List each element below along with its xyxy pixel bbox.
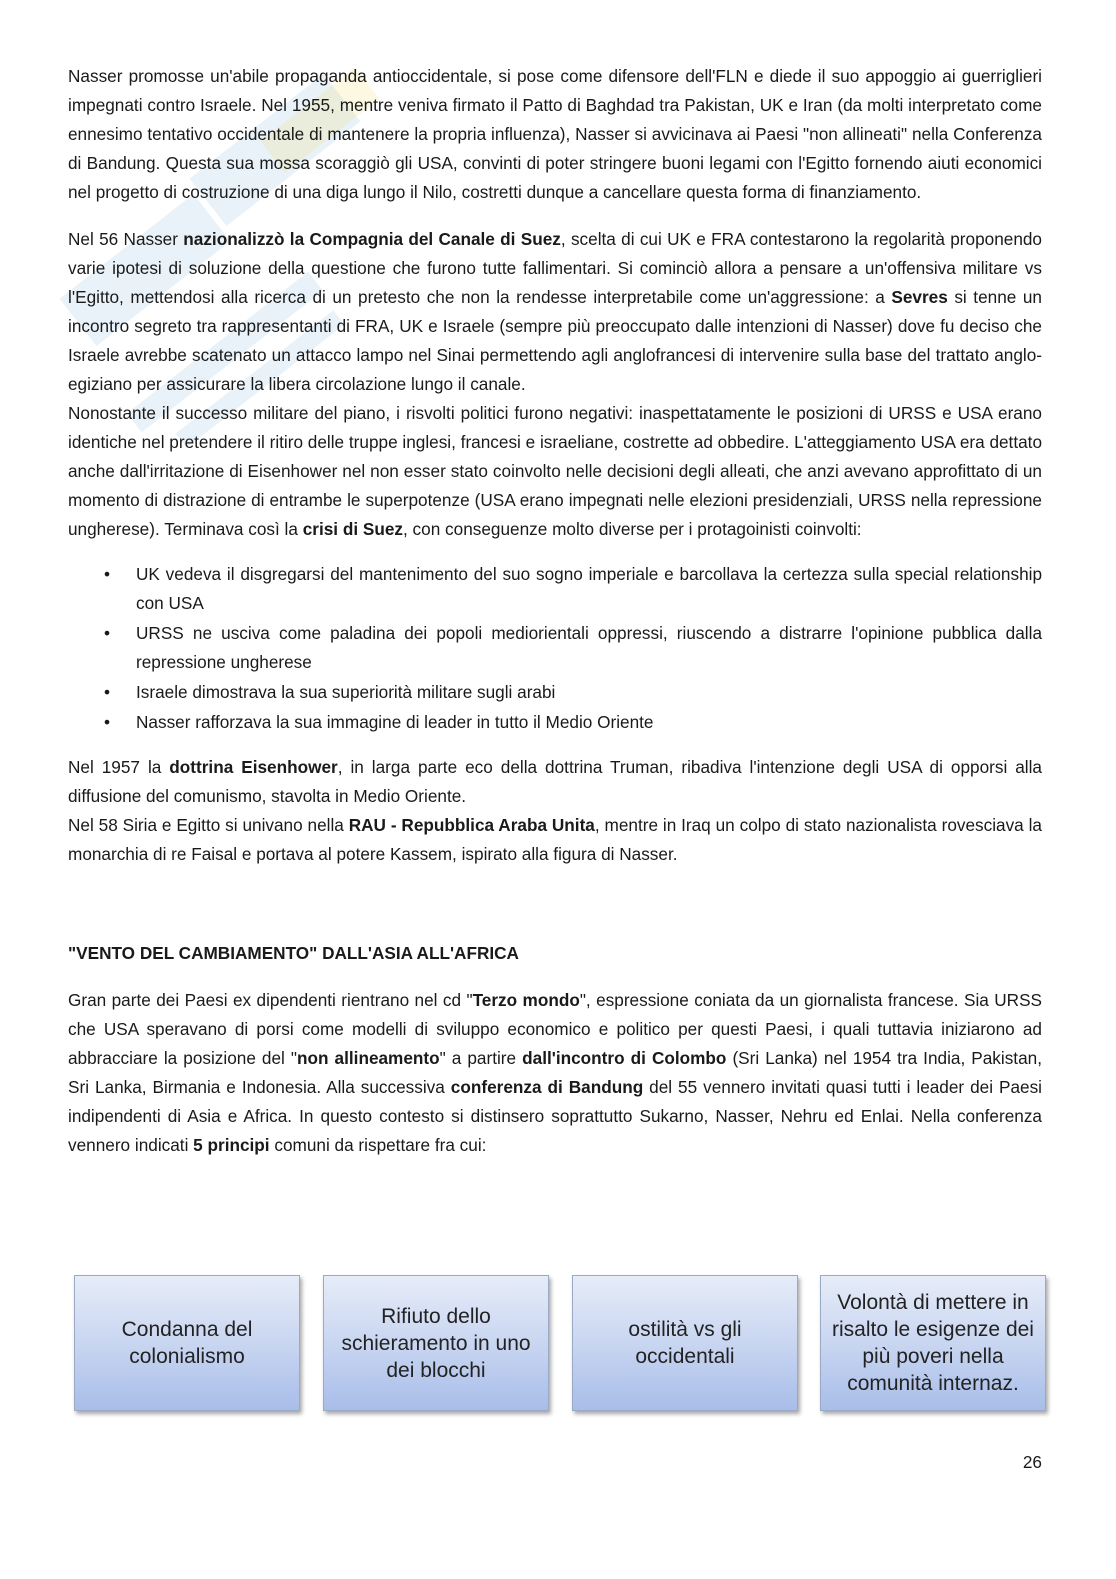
- list-item: • Israele dimostrava la sua superiorità militare sugli arabi: [136, 678, 1042, 707]
- main-text: [68, 62, 1042, 1160]
- text-run: del 55 vennero invitati quasi tutti i leader dei Paesi indipendenti di Asia e Africa. In questo contesto si distinsero soprattutto Sukarno, Nasser, Nehru ed Enlai. Nella conferenza vennero indicati: [68, 1077, 1042, 1155]
- text-run: ", espressione coniata da un giornalista francese. Sia URSS che USA speravano di porsi come modelli di sviluppo economico e politico per questi Paesi, i quali tuttavia iniziarono ad abbracciare la posizione del ": [68, 990, 1042, 1068]
- bullet-icon: •: [104, 682, 111, 702]
- principles-diagram: [74, 1275, 1048, 1415]
- bold-term: Sevres: [891, 287, 948, 307]
- list-item: • Nasser rafforzava la sua immagine di leader in tutto il Medio Oriente: [136, 708, 1042, 737]
- bold-term: nazionalizzò la Compagnia del Canale di Suez: [183, 229, 561, 249]
- paragraph: [68, 753, 1042, 811]
- paragraph: [68, 225, 1042, 399]
- principle-box: Rifiuto dello schieramento in uno dei blocchi: [323, 1275, 549, 1411]
- principle-box: ostilità vs gli occidentali: [572, 1275, 798, 1411]
- paragraph: [68, 986, 1042, 1160]
- bold-term: Terzo mondo: [472, 990, 580, 1010]
- text-run: , in larga parte eco della dottrina Truman, ribadiva l'intenzione degli USA di opporsi alla diffusione del comunismo, stavolta in Medio Oriente.: [68, 757, 1042, 806]
- bold-term: conferenza di Bandung: [450, 1077, 644, 1097]
- text-run: Gran parte dei Paesi ex dipendenti rientrano nel cd ": [68, 990, 473, 1010]
- text-run: , con conseguenze molto diverse per i protagoinisti coinvolti:: [403, 519, 862, 539]
- bullet-list: [68, 560, 1042, 737]
- text-run: Nel 56 Nasser: [68, 229, 184, 249]
- bold-term: dall'incontro di Colombo: [522, 1048, 727, 1068]
- text-run: Nel 58 Siria e Egitto si univano nella: [68, 815, 349, 835]
- text-run: , scelta di cui UK e FRA contestarono la regolarità proponendo varie ipotesi di soluzione della questione che furono tutte fallimentari. Si cominciò allora a pensare a un'offensiva militare vs l'Egitto, mettendosi alla ricerca di un pretesto che non la rendesse interpretabile come un'aggressione: a: [68, 229, 1042, 307]
- bullet-icon: •: [104, 712, 111, 732]
- list-item: • URSS ne usciva come paladina dei popoli mediorientali oppressi, riuscendo a distrarre l'opinione pubblica dalla repressione ungherese: [136, 619, 1042, 677]
- bold-term: 5 principi: [193, 1135, 270, 1155]
- page-number: 26: [1022, 1452, 1042, 1472]
- text-run: si tenne un incontro segreto tra rappresentanti di FRA, UK e Israele (sempre più preoccupato dalle intenzioni di Nasser) dove fu deciso che Israele avrebbe scatenato un attacco lampo nel Sinai permettendo agli anglofrancesi di intervenire sulla base del trattato anglo-egiziano per assicurare la libera circolazione lungo il canale.: [68, 287, 1042, 394]
- paragraph: [68, 399, 1042, 544]
- paragraph: [68, 62, 1042, 207]
- section-heading: "VENTO DEL CAMBIAMENTO" DALL'ASIA ALL'AFRICA: [68, 943, 519, 963]
- text-run: Nel 1957 la: [68, 757, 170, 777]
- bold-term: non allineamento: [297, 1048, 440, 1068]
- bullet-icon: •: [104, 623, 111, 643]
- text-run: , mentre in Iraq un colpo di stato nazionalista rovesciava la monarchia di re Faisal e portava al potere Kassem, ispirato alla figura di Nasser.: [68, 815, 1042, 864]
- bold-term: dottrina Eisenhower: [169, 757, 338, 777]
- list-item: • UK vedeva il disgregarsi del mantenimento del suo sogno imperiale e barcollava la certezza sulla special relationship con USA: [136, 560, 1042, 618]
- paragraph: [68, 811, 1042, 869]
- bold-term: RAU - Repubblica Araba Unita: [348, 815, 595, 835]
- text-run: Nonostante il successo militare del piano, i risvolti politici furono negativi: inaspettatamente le posizioni di URSS e USA erano identiche nel pretendere il ritiro delle truppe inglesi, francesi e israeliane, costrette ad obbedire. L'atteggiamento USA era dettato anche dall'irritazione di Eisenhower nel non esser stato coinvolto nelle decisioni degli alleati, che anzi avevano approfittato di un momento di distrazione di entrambe le superpotenze (USA erano impegnati nelle elezioni presidenziali, URSS nella repressione ungherese). Terminava così la: [68, 403, 1043, 539]
- text-run: " a partire: [439, 1048, 523, 1068]
- text-run: Nasser promosse un'abile propaganda antioccidentale, si pose come difensore dell'FLN e diede il suo appoggio ai guerriglieri impegnati contro Israele. Nel 1955, mentre veniva firmato il Patto di Baghdad tra Pakistan, UK e Iran (da molti interpretato come ennesimo tentativo occidentale di mantenere la propria influenza), Nasser si avvicinava ai Paesi "non allineati" nella Conferenza di Bandung. Questa sua mossa scoraggiò gli USA, convinti di poter stringere buoni legami con l'Egitto fornendo aiuti economici nel progetto di costruzione di una diga lungo il Nilo, costretti dunque a cancellare questa forma di finanziamento.: [68, 66, 1042, 202]
- bold-term: crisi di Suez: [302, 519, 403, 539]
- text-run: comuni da rispettare fra cui:: [269, 1135, 487, 1155]
- text-run: (Sri Lanka) nel 1954 tra India, Pakistan, Sri Lanka, Birmania e Indonesia. Alla successiva: [68, 1048, 1042, 1097]
- bullet-icon: •: [104, 564, 111, 584]
- principle-box: Condanna del colonialismo: [74, 1275, 300, 1411]
- principle-box: Volontà di mettere in risalto le esigenze dei più poveri nella comunità internaz.: [820, 1275, 1046, 1411]
